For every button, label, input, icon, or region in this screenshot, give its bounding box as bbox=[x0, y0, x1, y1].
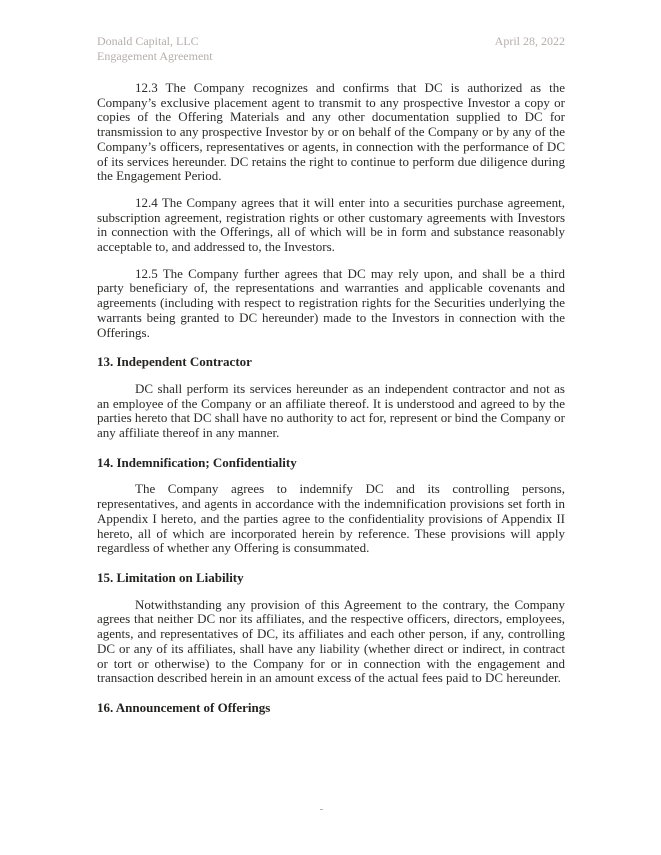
section-paragraph-14: The Company agrees to indemnify DC and its controlling persons, representatives, and agents in accordance with the indemnification provisions set forth in Appendix I hereto, and the parties agree to the confidentiality provisions of Appendix II hereto, all of which are incorporated herein by reference. These provisions will apply regardless of whether any Offering is consummated. bbox=[97, 481, 565, 556]
section-heading-16: 16. Announcement of Offerings bbox=[97, 699, 271, 715]
section-heading-15: 15. Limitation on Liability bbox=[97, 569, 244, 585]
document-body bbox=[97, 81, 565, 716]
header-right-block bbox=[495, 34, 565, 49]
section-paragraph-15: Notwithstanding any provision of this Agreement to the contrary, the Company agrees that neither DC nor its affiliates, and the respective officers, directors, employees, agents, and representatives of DC, its affiliates and each other person, if any, controlling DC or any of its affiliates, shall have any liability (whether direct or indirect, in contract or tort or otherwise) to the Company for or in connection with the engagement and transaction described herein in an amount excess of the actual fees paid to DC hereunder. bbox=[97, 596, 565, 686]
page-number-marker: - bbox=[319, 803, 324, 815]
paragraph-12-5: 12.5 The Company further agrees that DC may rely upon, and shall be a third party beneficiary of, the representations and warranties and applicable covenants and agreements (including with respect to registration rights for the Securities underlying the warrants being granted to DC hereunder) made to the Investors in connection with the Offerings. bbox=[97, 265, 565, 340]
document-footer bbox=[0, 804, 661, 815]
document-title: Engagement Agreement bbox=[97, 49, 213, 63]
section-heading-14: 14. Indemnification; Confidentiality bbox=[97, 454, 297, 470]
paragraph-12-4: 12.4 The Company agrees that it will enter into a securities purchase agreement, subscription agreement, registration rights or other customary agreements with Investors in connection with the Offerings, all of which will be in form and substance reasonably acceptable to, and addressed to, the Investors. bbox=[97, 194, 565, 255]
section-paragraph-13: DC shall perform its services hereunder as an independent contractor and not as an employee of the Company or an affiliate thereof. It is understood and agreed to by the parties hereto that DC shall have no authority to act for, represent or bind the Company or any affiliate thereof in any manner. bbox=[97, 380, 565, 441]
document-header bbox=[97, 34, 565, 64]
paragraph-12-3: 12.3 The Company recognizes and confirms that DC is authorized as the Company’s exclusive placement agent to transmit to any prospective Investor a copy or copies of the Offering Materials and any other documentation supplied to DC for transmission to any prospective Investor by or on behalf of the Company or by any of the Company’s officers, representatives or agents, in connection with the performance of DC of its services hereunder. DC retains the right to continue to perform due diligence during the Engagement Period. bbox=[97, 80, 565, 184]
document-date: April 28, 2022 bbox=[494, 34, 565, 48]
company-name: Donald Capital, LLC bbox=[97, 34, 199, 48]
header-left-block bbox=[97, 34, 213, 64]
section-heading-13: 13. Independent Contractor bbox=[97, 354, 252, 370]
